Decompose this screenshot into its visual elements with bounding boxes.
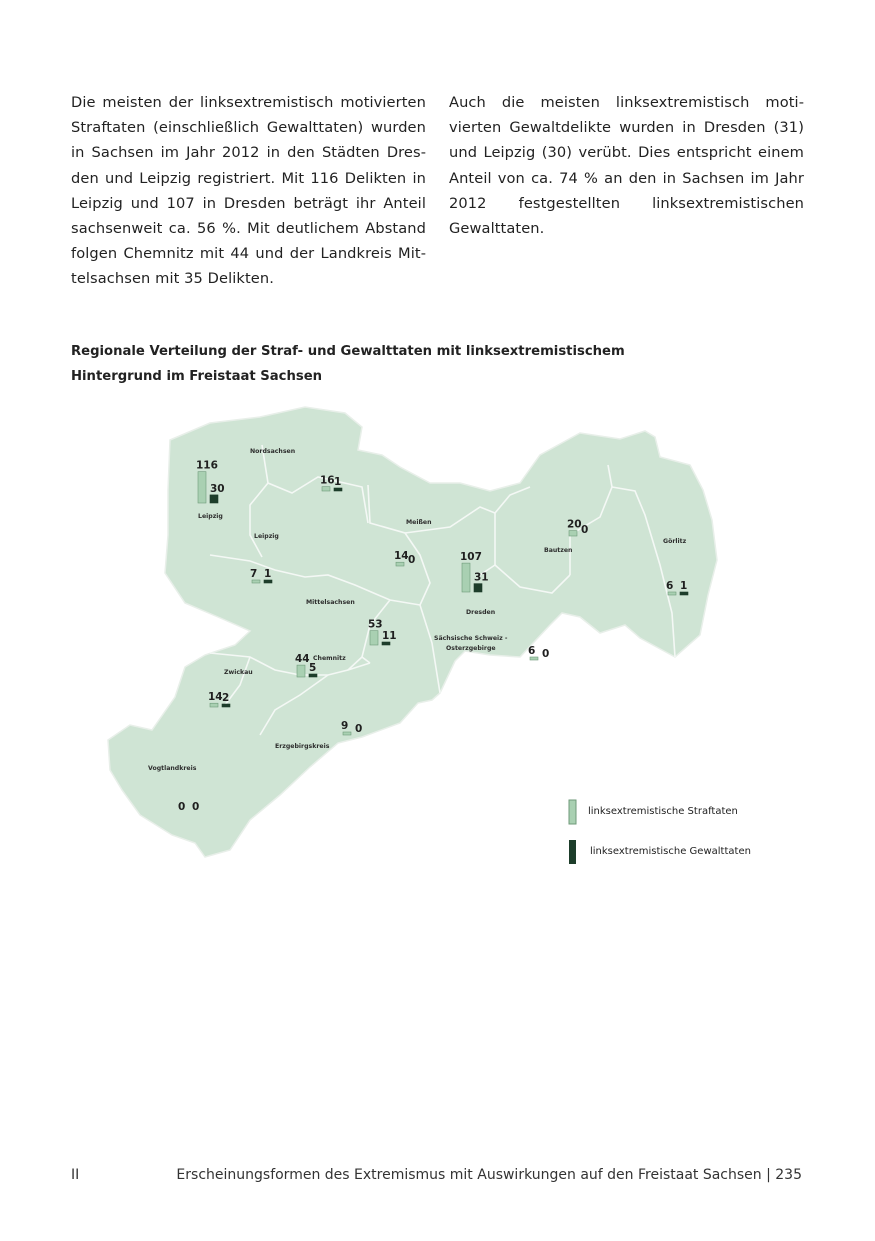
- bar-straftaten: [210, 703, 218, 707]
- legend-swatch-straftaten: [569, 800, 576, 824]
- bar-straftaten: [322, 487, 330, 491]
- value-label-gewalttaten: 1: [264, 568, 272, 580]
- bar-gewalttaten: [680, 592, 688, 595]
- region-label: Chemnitz: [313, 655, 346, 662]
- region-label: Meißen: [406, 519, 432, 526]
- value-label-straftaten: 9: [341, 720, 349, 732]
- value-label-straftaten: 20: [567, 518, 582, 531]
- bar-gewalttaten: [334, 488, 342, 491]
- value-label-straftaten: 16: [320, 474, 335, 487]
- bar-straftaten: [530, 657, 538, 660]
- value-label-straftaten: 6: [666, 580, 674, 592]
- bar-straftaten: [297, 665, 305, 677]
- value-label-gewalttaten: 30: [210, 482, 225, 495]
- value-label-straftaten: 7: [250, 568, 258, 580]
- bar-gewalttaten: [264, 580, 272, 583]
- region-label: Leipzig: [254, 533, 279, 540]
- value-label-straftaten: 0: [178, 801, 186, 813]
- value-label-gewalttaten: 5: [309, 662, 317, 674]
- region-label: Zwickau: [224, 669, 253, 676]
- bar-straftaten: [396, 562, 404, 566]
- value-label-straftaten: 14: [394, 550, 409, 563]
- value-label-gewalttaten: 0: [581, 524, 589, 536]
- value-label-straftaten: 6: [528, 645, 536, 657]
- region-label: Leipzig: [198, 513, 223, 520]
- region-label: Sächsische Schweiz -: [434, 635, 508, 642]
- value-label-straftaten: 116: [196, 459, 218, 472]
- region-label: Dresden: [466, 609, 496, 616]
- value-label-straftaten: 14: [208, 691, 223, 704]
- bar-straftaten: [198, 472, 206, 503]
- region-label: Erzgebirgskreis: [275, 743, 330, 750]
- region-label: Vogtlandkreis: [148, 765, 197, 772]
- bar-gewalttaten: [382, 642, 390, 645]
- region-label: Görlitz: [663, 538, 687, 545]
- bar-gewalttaten: [222, 704, 230, 707]
- region-label: Nordsachsen: [250, 448, 296, 455]
- legend-swatch-gewalttaten: [569, 840, 576, 864]
- value-label-straftaten: 53: [368, 618, 383, 631]
- bar-straftaten: [370, 631, 378, 645]
- figure-caption-line1: Regionale Verteilung der Straf- und Gewalttaten mit linksextremistischem: [71, 344, 625, 359]
- footer-running-title: Erscheinungsformen des Extremismus mit Auswirkungen auf den Freistaat Sachsen | 235: [176, 1167, 802, 1183]
- value-label-gewalttaten: 1: [334, 476, 342, 488]
- figure-caption-line2: Hintergrund im Freistaat Sachsen: [71, 369, 323, 384]
- body-text-left-column: Die meisten der linksextremistisch motivierten Straftaten (einschließlich Gewalttaten) wurden in Sachsen im Jahr 2012 in den Städten Dresden und Leipzig registriert. Mit 116 Delikten in Leipzig und 107 in Dresden beträgt ihr Anteil sachsenweit ca. 56 %. Mit deutlichem Abstand folgen Chemnitz mit 44 und der Landkreis Mittelsachsen mit 35 Delikten.: [71, 94, 426, 288]
- region-label: Bautzen: [544, 547, 573, 554]
- legend: [569, 800, 751, 864]
- value-label-gewalttaten: 0: [408, 554, 416, 566]
- bar-gewalttaten: [309, 674, 317, 677]
- bar-gewalttaten: [210, 495, 218, 503]
- bar-straftaten: [569, 531, 577, 536]
- legend-label-straftaten: linksextremistische Straftaten: [588, 806, 738, 817]
- bar-gewalttaten: [474, 584, 482, 592]
- body-text-right-column: Auch die meisten linksextremistisch motivierten Gewaltdelikte wurden in Dresden (31) und Leipzig (30) verübt. Dies entspricht einem Anteil von ca. 74 % an den in Sachsen im Jahr 2012 festgestellten linksextremistischen Gewalttaten.: [449, 94, 804, 238]
- value-label-gewalttaten: 0: [355, 723, 363, 735]
- bar-straftaten: [462, 563, 470, 592]
- bar-straftaten: [343, 732, 351, 735]
- value-label-gewalttaten: 0: [192, 801, 200, 813]
- saxony-map: [100, 395, 780, 875]
- value-label-gewalttaten: 11: [382, 630, 397, 642]
- legend-label-gewalttaten: linksextremistische Gewalttaten: [590, 846, 751, 857]
- value-label-straftaten: 44: [295, 653, 310, 666]
- value-label-straftaten: 107: [460, 551, 482, 564]
- value-label-gewalttaten: 0: [542, 648, 550, 660]
- region-label: Mittelsachsen: [306, 599, 355, 606]
- bar-straftaten: [668, 592, 676, 595]
- value-label-gewalttaten: 2: [222, 692, 230, 704]
- bar-straftaten: [252, 580, 260, 583]
- value-label-gewalttaten: 31: [474, 571, 489, 584]
- region-label: Osterzgebirge: [446, 645, 496, 652]
- value-label-gewalttaten: 1: [680, 580, 688, 592]
- footer-section-marker: II: [71, 1167, 80, 1183]
